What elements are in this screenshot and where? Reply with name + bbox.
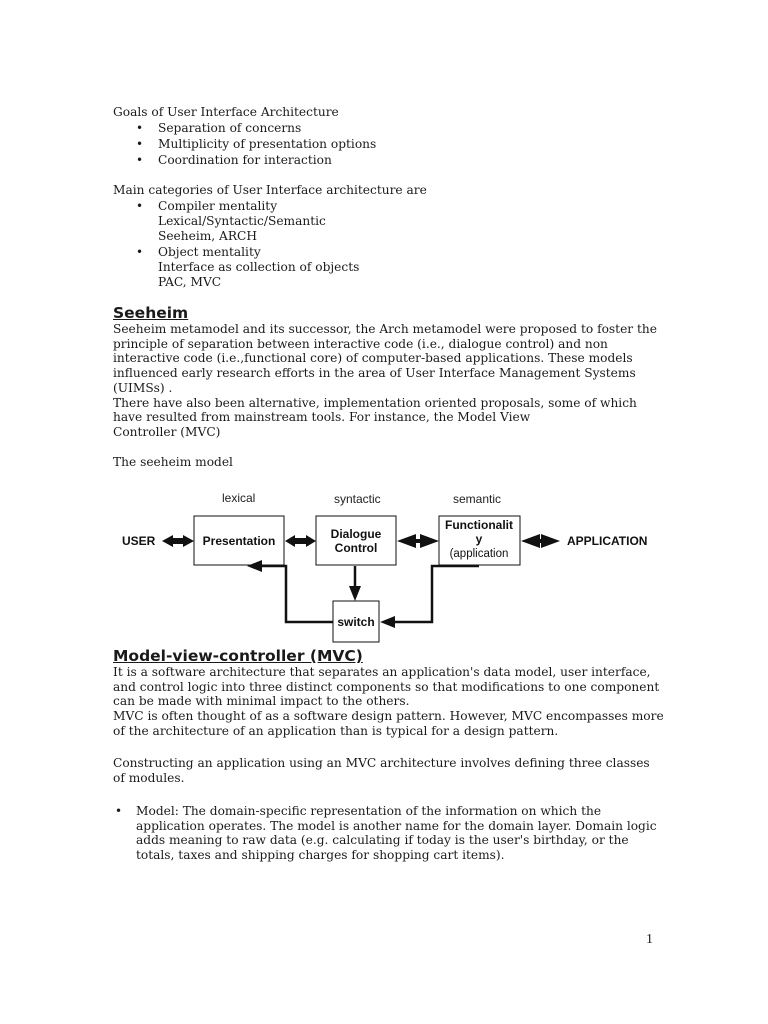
- double-arrow-icon: [285, 535, 316, 547]
- application-label: APPLICATION: [567, 534, 648, 548]
- category-title: Compiler mentality: [158, 199, 278, 213]
- functionality-label-line1: Functionalit: [445, 518, 513, 532]
- seeheim-model-caption: The seeheim model: [113, 455, 233, 469]
- bullet-icon: •: [136, 153, 144, 167]
- functionality-label-line2: y: [475, 532, 483, 546]
- category-line: Lexical/Syntactic/Semantic: [158, 214, 326, 228]
- text-line: have resulted from mainstream tools. For instance, the Model View: [113, 410, 531, 425]
- double-arrow-icon: [162, 535, 194, 547]
- text-line: application operates. The model is another name for the domain layer. Domain logic: [136, 818, 657, 833]
- dialogue-label-line2: Control: [334, 541, 378, 555]
- connector-line: [260, 566, 333, 622]
- text-line: of modules.: [113, 770, 185, 785]
- double-arrow-icon: [397, 534, 439, 548]
- double-arrow-icon: [521, 534, 560, 548]
- mvc-paragraph: [113, 665, 664, 739]
- category-line: Interface as collection of objects: [158, 260, 360, 274]
- connector-line: [394, 566, 479, 622]
- goals-item: Separation of concerns: [158, 121, 302, 135]
- bullet-icon: •: [136, 137, 144, 151]
- text-line: and control logic into three distinct components so that modifications to one component: [113, 679, 660, 694]
- goals-item: Coordination for interaction: [158, 153, 332, 167]
- label-lexical: lexical: [222, 491, 256, 505]
- seeheim-heading: Seeheim: [113, 304, 189, 322]
- label-syntactic: syntactic: [334, 492, 381, 506]
- arrow-down-icon: [349, 586, 361, 601]
- bullet-icon: •: [136, 121, 144, 135]
- arrow-left-icon: [380, 616, 395, 628]
- dialogue-label-line1: Dialogue: [330, 527, 382, 541]
- text-line: Constructing an application using an MVC architecture involves defining three classes: [113, 756, 650, 770]
- switch-label: switch: [337, 615, 375, 629]
- text-line: influenced early research efforts in the area of User Interface Management Systems: [113, 366, 636, 381]
- bullet-icon: •: [115, 804, 123, 818]
- label-semantic: semantic: [453, 492, 502, 506]
- bullet-icon: •: [136, 245, 144, 259]
- text-line: principle of separation between interactive code (i.e., dialogue control) and non: [113, 336, 608, 351]
- text-line: can be made with minimal impact to the others.: [113, 694, 410, 709]
- text-line: (UIMSs) .: [113, 380, 173, 395]
- goals-heading: Goals of User Interface Architecture: [113, 105, 339, 119]
- functionality-label-line3: (application: [449, 548, 509, 560]
- presentation-label: Presentation: [202, 534, 276, 548]
- mvc-heading: Model-view-controller (MVC): [113, 647, 363, 665]
- user-label: USER: [122, 534, 156, 548]
- text-line: Model: The domain-specific representation of the information on which the: [136, 804, 602, 818]
- mvc-model-item: [136, 804, 656, 863]
- text-line: totals, taxes and shipping charges for shopping cart items).: [136, 848, 505, 863]
- bullet-icon: •: [136, 199, 144, 213]
- page-number: 1: [646, 932, 653, 947]
- category-line: Seeheim, ARCH: [158, 229, 257, 243]
- categories-heading: Main categories of User Interface architecture are: [113, 183, 427, 197]
- text-line: It is a software architecture that separates an application's data model, user interface,: [113, 665, 651, 679]
- text-line: There have also been alternative, implementation oriented proposals, some of which: [113, 395, 637, 410]
- text-line: interactive code (i.e.,functional core) of computer-based applications. These models: [113, 351, 633, 366]
- text-line: MVC is often thought of as a software design pattern. However, MVC encompasses more: [113, 709, 664, 724]
- category-line: PAC, MVC: [158, 275, 222, 289]
- category-title: Object mentality: [158, 245, 261, 259]
- mvc-paragraph: [113, 756, 650, 785]
- text-line: Controller (MVC): [113, 424, 221, 439]
- text-line: Seeheim metamodel and its successor, the Arch metamodel were proposed to foster the: [113, 322, 657, 336]
- goals-item: Multiplicity of presentation options: [158, 137, 377, 151]
- text-line: of the architecture of an application than is typical for a design pattern.: [113, 723, 559, 738]
- text-line: adds meaning to raw data (e.g. calculating if today is the user's birthday, or the: [136, 833, 629, 848]
